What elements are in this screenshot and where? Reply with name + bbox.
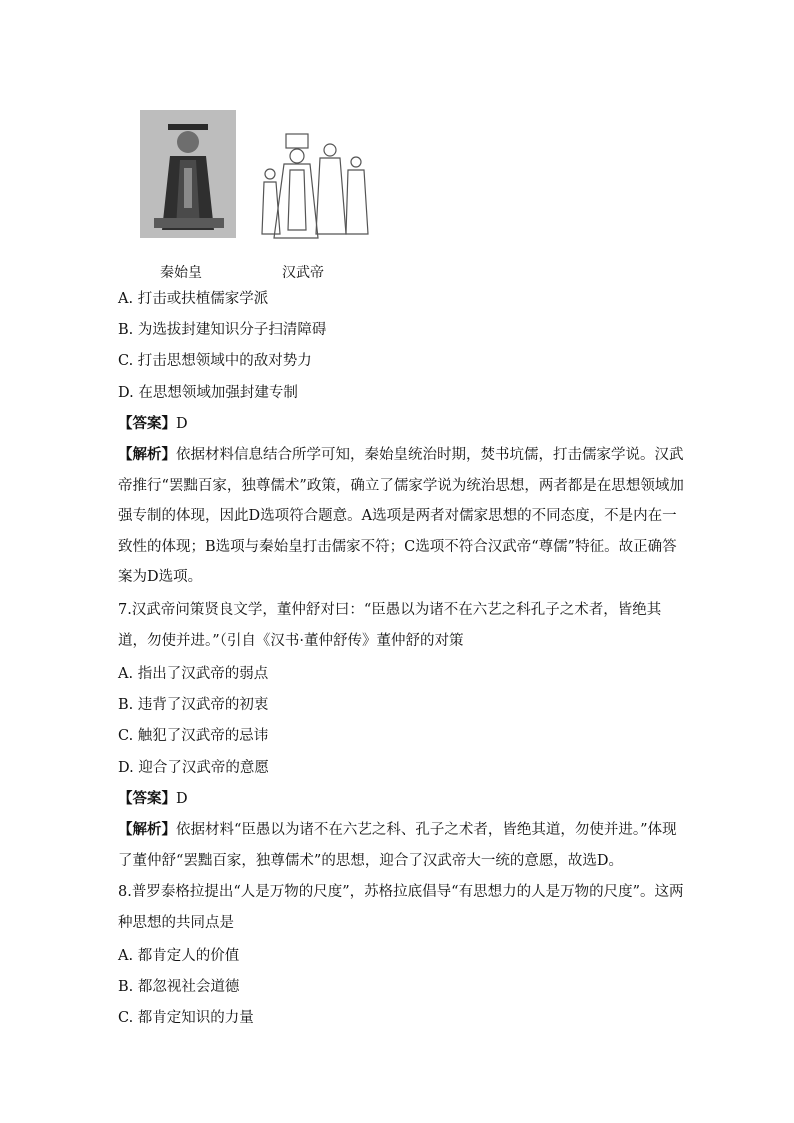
analysis-label: 【解析】 [118,821,176,838]
q6-option-d: D. 在思想领域加强封建专制 [118,385,298,401]
q8-option-a: A. 都肯定人的价值 [118,948,240,964]
han-wudi-portrait [260,130,370,242]
q8-option-c: C. 都肯定知识的力量 [118,1010,254,1026]
answer-value: D [176,791,188,807]
q8-stem: 8.普罗泰格拉提出“人是万物的尺度”，苏格拉底倡导“有思想力的人是万物的尺度”。这两种思想的共同点是 [118,884,684,931]
q6-option-c: C. 打击思想领域中的敌对势力 [118,353,312,369]
analysis-label: 【解析】 [118,446,176,463]
answer-label: 【答案】 [118,415,176,432]
figure-caption-qin: 秦始皇 [160,265,202,281]
q7-answer [118,789,188,809]
q6-answer [118,414,188,434]
q6-option-b: B. 为选拔封建知识分子扫清障碍 [118,322,327,338]
q7-option-b: B. 违背了汉武帝的初衷 [118,697,269,713]
q7-option-a: A. 指出了汉武帝的弱点 [118,666,269,682]
q7-analysis [118,815,686,876]
qin-shihuang-portrait [140,110,236,238]
answer-label: 【答案】 [118,790,176,807]
q6-option-a: A. 打击或扶植儒家学派 [118,291,269,307]
analysis-text: 依据材料“臣愚以为诸不在六艺之科、孔子之术者，皆绝其道，勿使并进。”体现了董仲舒“罢黜百家，独尊儒术”的思想，迎合了汉武帝大一统的意愿，故选D。 [118,822,677,869]
q7-option-c: C. 触犯了汉武帝的忌讳 [118,728,269,744]
q7-option-d: D. 迎合了汉武帝的意愿 [118,760,269,776]
q6-analysis [118,440,686,593]
analysis-text: 依据材料信息结合所学可知，秦始皇统治时期，焚书坑儒，打击儒家学说。汉武帝推行“罢黜百家，独尊儒术”政策，确立了儒家学说为统治思想，两者都是在思想领域加强专制的体现，因此D选项符合题意。A选项是两者对儒家思想的不同态度，不是内在一致性的体现；B选项与秦始皇打击儒家不符；C选项不符合汉武帝“尊儒”特征。故正确答案为D选项。 [118,447,684,585]
q8-option-b: B. 都忽视社会道德 [118,979,240,995]
figure-group [140,110,380,280]
figure-caption-han: 汉武帝 [282,265,324,281]
q7-stem: 7.汉武帝问策贤良文学，董仲舒对曰：“臣愚以为诸不在六艺之科孔子之术者，皆绝其道，勿使并进。”（引自《汉书·董仲舒传》董仲舒的对策 [118,602,662,649]
answer-value: D [176,416,188,432]
